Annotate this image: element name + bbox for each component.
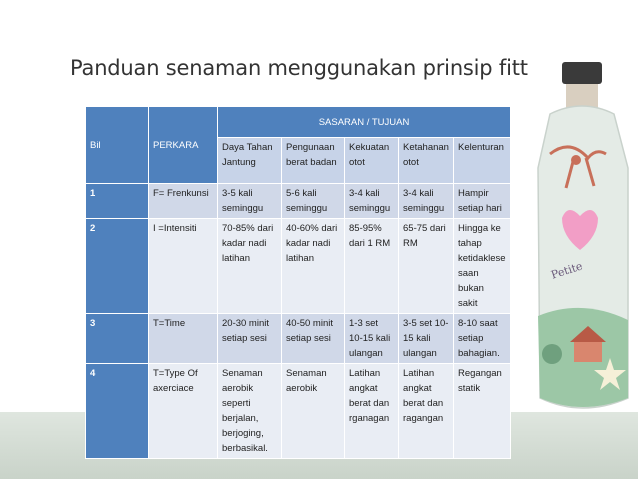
table-cell: 40-50 minit setiap sesi	[282, 314, 345, 364]
table-cell: 85-95% dari 1 RM	[345, 219, 399, 314]
table-cell: 1-3 set 10-15 kali ulangan	[345, 314, 399, 364]
row-perkara: T=Time	[149, 314, 218, 364]
row-number: 2	[86, 219, 149, 314]
table-cell: Hingga ke tahap ketidaklese saan bukan sakit	[454, 219, 511, 314]
row-number: 4	[86, 364, 149, 459]
row-number: 3	[86, 314, 149, 364]
table-cell: Latihan angkat berat dan rganagan	[345, 364, 399, 459]
table-row	[86, 219, 511, 314]
subheader-cell: Daya Tahan Jantung	[218, 138, 282, 184]
table-cell: 3-5 kali seminggu	[218, 184, 282, 219]
header-perkara-label: PERKARA	[153, 139, 199, 151]
table-row	[86, 314, 511, 364]
table-cell: 5-6 kali seminggu	[282, 184, 345, 219]
table-cell: 3-4 kali seminggu	[345, 184, 399, 219]
header-sasaran-label: SASARAN / TUJUAN	[318, 116, 410, 128]
row-perkara: T=Type Of axerciace	[149, 364, 218, 459]
table-cell: 3-4 kali seminggu	[399, 184, 454, 219]
table-cell: 20-30 minit setiap sesi	[218, 314, 282, 364]
table-cell: 40-60% dari kadar nadi latihan	[282, 219, 345, 314]
header-perkara	[149, 107, 218, 184]
table-cell: 65-75 dari RM	[399, 219, 454, 314]
row-perkara: I =Intensiti	[149, 219, 218, 314]
table-row	[86, 364, 511, 459]
header-sasaran	[218, 107, 511, 138]
header-bil	[86, 107, 149, 184]
table-cell: Latihan angkat berat dan ragangan	[399, 364, 454, 459]
bottle-decoration	[510, 58, 638, 418]
table-row	[86, 184, 511, 219]
fitt-table	[85, 106, 511, 459]
row-number: 1	[86, 184, 149, 219]
subheader-cell: Kelenturan	[454, 138, 511, 184]
table-cell: Regangan statik	[454, 364, 511, 459]
bottle-label: Petite	[549, 259, 585, 282]
slide-title: Panduan senaman menggunakan prinsip fitt	[70, 56, 528, 80]
subheader-cell: Ketahanan otot	[399, 138, 454, 184]
table-cell: Senaman aerobik	[282, 364, 345, 459]
table-cell: Senaman aerobik seperti berjalan, berjoging, berbasikal.	[218, 364, 282, 459]
subheader-cell: Kekuatan otot	[345, 138, 399, 184]
table-cell: 70-85% dari kadar nadi latihan	[218, 219, 282, 314]
table-cell: 3-5 set 10-15 kali ulangan	[399, 314, 454, 364]
header-bil-label: Bil	[90, 139, 101, 151]
table-cell: Hampir setiap hari	[454, 184, 511, 219]
subheader-cell: Pengunaan berat badan	[282, 138, 345, 184]
row-perkara: F= Frenkunsi	[149, 184, 218, 219]
table-cell: 8-10 saat setiap bahagian.	[454, 314, 511, 364]
